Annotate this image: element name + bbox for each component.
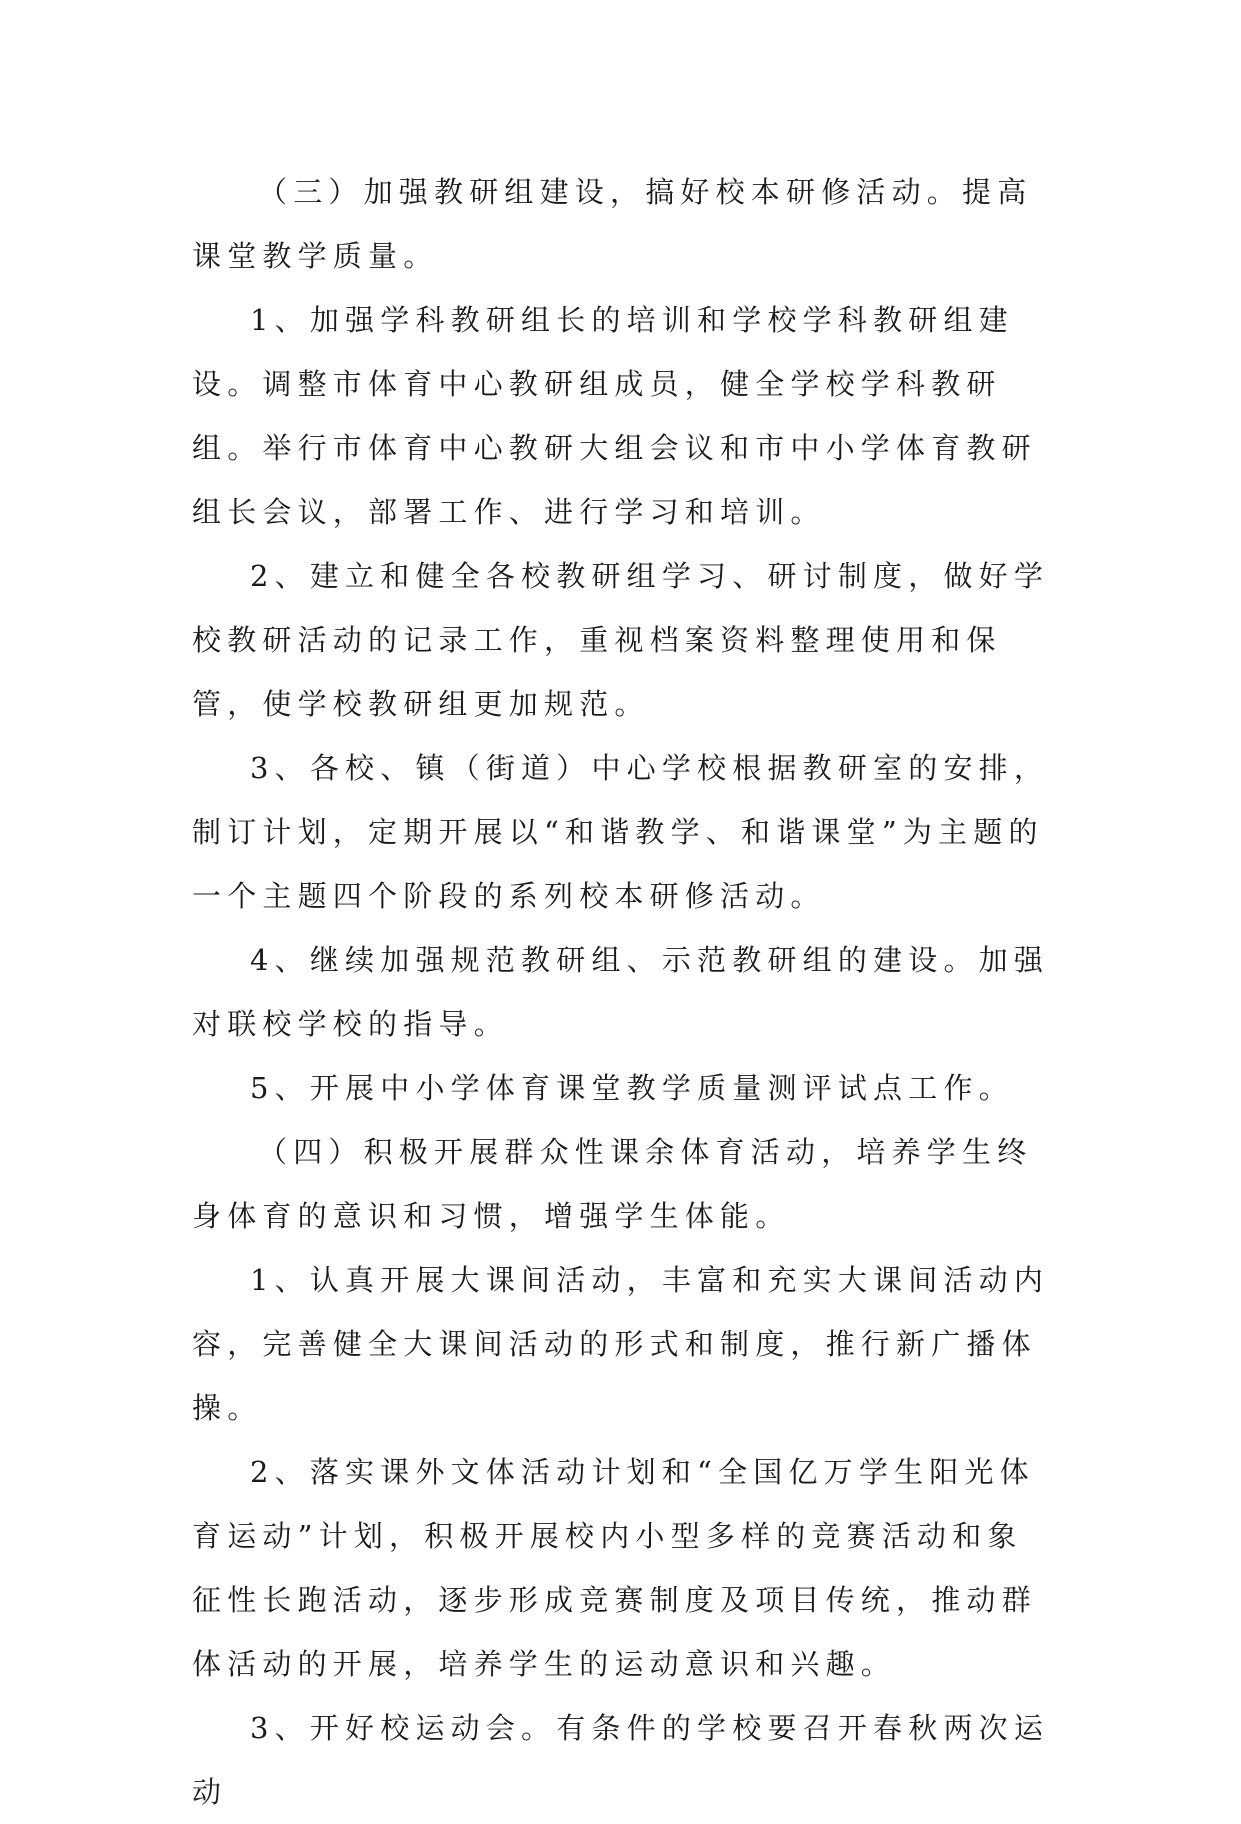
paragraph-item-3-2: 2、建立和健全各校教研组学习、研讨制度，做好学校教研活动的记录工作，重视档案资料整理使用和保管，使学校教研组更加规范。 — [192, 559, 1050, 721]
paragraph-item-4-2: 2、落实课外文体活动计划和“全国亿万学生阳光体育运动”计划，积极开展校内小型多样的竞赛活动和象征性长跑活动，逐步形成竞赛制度及项目传统，推动群体活动的开展，培养学生的运动意识和兴趣。 — [192, 1455, 1037, 1681]
section-heading-4: （四）积极开展群众性课余体育活动，培养学生终身体育的意识和习惯，增强学生体能。 — [192, 1135, 1033, 1233]
paragraph-item-4-1: 1、认真开展大课间活动，丰富和充实大课间活动内容，完善健全大课间活动的形式和制度，推行新广播体操。 — [192, 1263, 1050, 1425]
paragraph-item-3-5: 5、开展中小学体育课堂教学质量测评试点工作。 — [250, 1071, 1014, 1105]
paragraph-item-3-3: 3、各校、镇（街道）中心学校根据教研室的安排，制订计划，定期开展以“和谐教学、和谐课堂”为主题的一个主题四个阶段的系列校本研修活动。 — [192, 751, 1050, 913]
paragraph-item-3-1: 1、加强学科教研组长的培训和学校学科教研组建设。调整市体育中心教研组成员，健全学校学科教研组。举行市体育中心教研大组会议和市中小学体育教研组长会议，部署工作、进行学习和培训。 — [192, 303, 1037, 529]
paragraph-item-4-3: 3、开好校运动会。有条件的学校要召开春秋两次运动 — [192, 1711, 1050, 1809]
document-body — [192, 160, 1052, 1824]
paragraph-item-3-4: 4、继续加强规范教研组、示范教研组的建设。加强对联校学校的指导。 — [192, 943, 1050, 1041]
section-heading-3: （三）加强教研组建设，搞好校本研修活动。提高课堂教学质量。 — [192, 175, 1033, 273]
